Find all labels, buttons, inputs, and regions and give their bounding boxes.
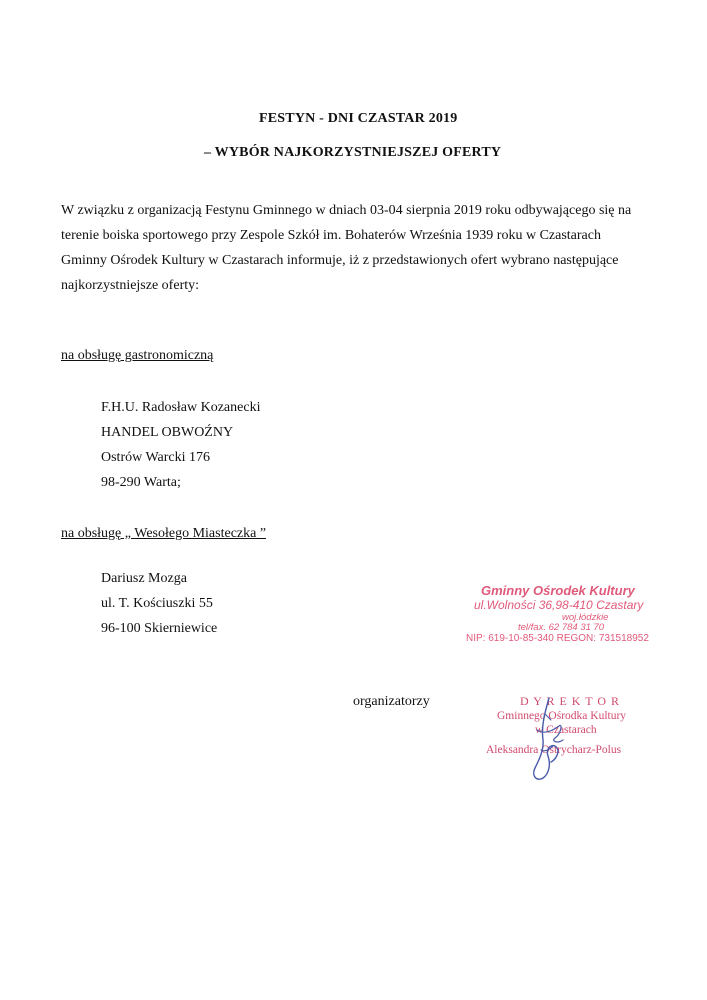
vendor1-line-1: F.H.U. Radosław Kozanecki: [101, 400, 261, 415]
intro-line-2: terenie boiska sportowego przy Zespole Szkół im. Bohaterów Września 1939 roku w Czastarach: [61, 228, 601, 243]
intro-line-4: najkorzystniejsze oferty:: [61, 278, 200, 293]
document-subtitle: – WYBÓR NAJKORZYSTNIEJSZEJ OFERTY: [204, 145, 502, 160]
vendor1-line-4: 98-290 Warta;: [101, 475, 181, 490]
stamp-phone: tel/fax. 62 784 31 70: [518, 622, 605, 633]
intro-line-3: Gminny Ośrodek Kultury w Czastarach informuje, iż z przedstawionych ofert wybrano następujące: [61, 253, 619, 268]
director-title: D Y R E K T O R: [520, 694, 621, 708]
stamp-address: ul.Wolności 36,98-410 Czastary: [474, 598, 644, 612]
organizers-label: organizatorzy: [353, 694, 430, 709]
stamp-district: woj.łódzkie: [562, 612, 609, 623]
vendor1-line-3: Ostrów Warcki 176: [101, 450, 211, 465]
signature-image: [515, 690, 575, 790]
vendor1-line-2: HANDEL OBWOŹNY: [101, 425, 234, 440]
director-org-line-1: Gminnego Ośrodka Kultury: [497, 710, 627, 722]
intro-line-1: W związku z organizacją Festynu Gminnego w dniach 03-04 sierpnia 2019 roku odbywającego się na: [61, 203, 632, 218]
document-title: FESTYN - DNI CZASTAR 2019: [259, 111, 458, 126]
vendor2-line-3: 96-100 Skierniewice: [101, 621, 218, 636]
stamp-ids: NIP: 619-10-85-340 REGON: 731518952: [466, 633, 649, 644]
section-heading-gastronomy: na obsługę gastronomiczną: [61, 348, 214, 363]
section-heading-fun-fair: na obsługę „ Wesołego Miasteczka ”: [61, 526, 267, 541]
director-org-line-2: w Czastarach: [535, 724, 597, 736]
director-name: Aleksandra Ostrycharz-Polus: [486, 744, 622, 756]
vendor2-line-1: Dariusz Mozga: [101, 571, 187, 586]
vendor2-line-2: ul. T. Kościuszki 55: [101, 596, 213, 611]
stamp-name: Gminny Ośrodek Kultury: [481, 583, 635, 598]
